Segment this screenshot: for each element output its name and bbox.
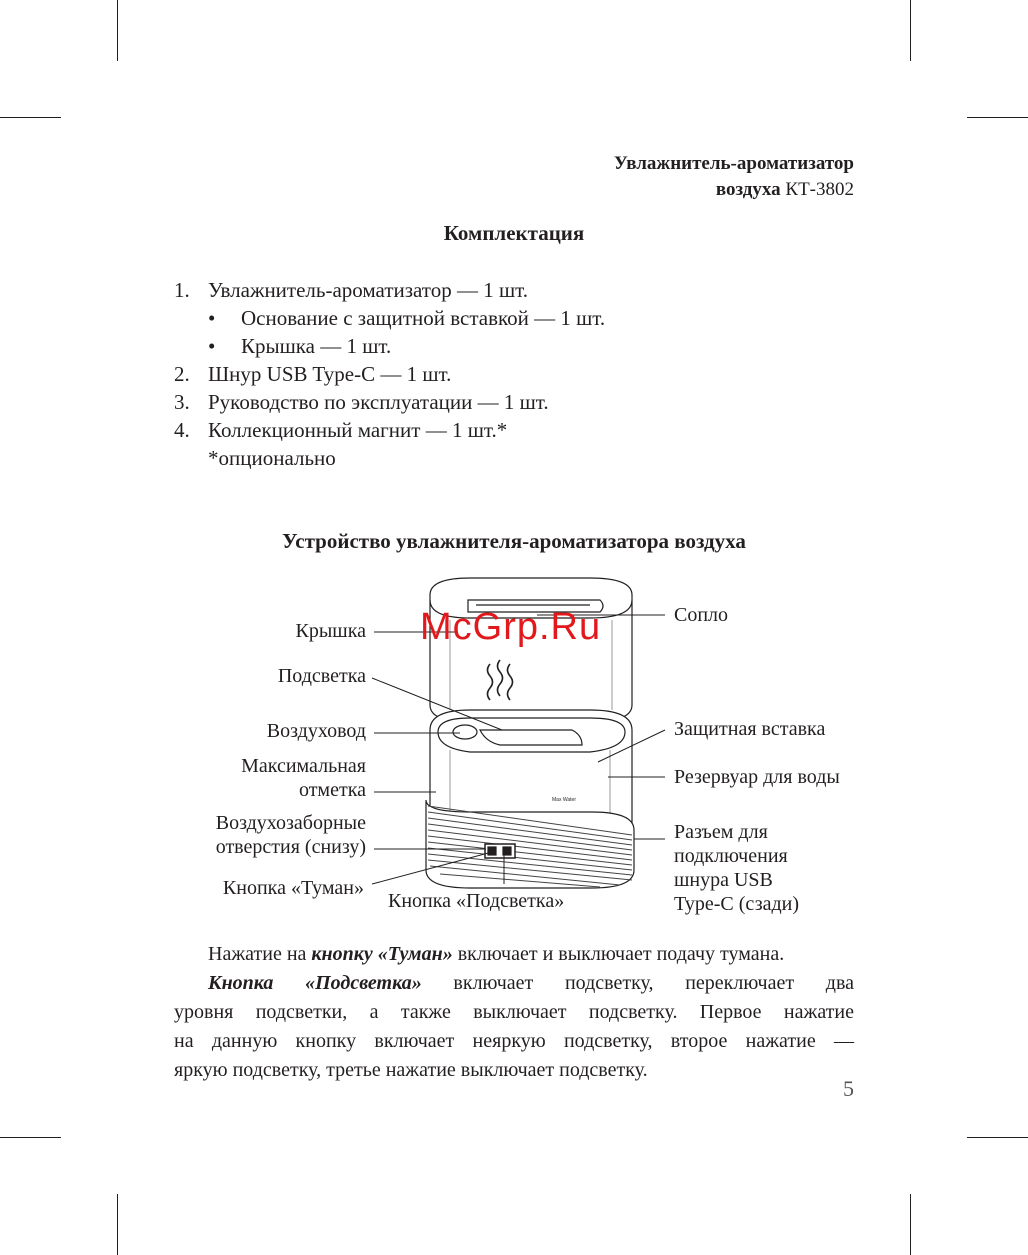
header-line1: Увлажнитель-ароматизатор bbox=[613, 153, 854, 174]
max-water-mark: Max Water bbox=[552, 797, 576, 803]
label-usb-connector: Разъем для подключения шнура USB Type-C (сзади) bbox=[674, 821, 800, 915]
label-mist-button: Кнопка «Туман» bbox=[222, 877, 364, 899]
label-lid: Крышка bbox=[295, 620, 366, 642]
label-air-duct: Воздуховод bbox=[266, 720, 366, 742]
ribbed-base-drawing bbox=[426, 800, 634, 888]
lid-drawing bbox=[430, 578, 632, 722]
label-max-mark: Максимальная отметка bbox=[241, 755, 366, 801]
kit-title: Комплектация bbox=[443, 221, 585, 245]
header-model: КТ-3802 bbox=[785, 179, 854, 200]
label-backlight: Подсветка bbox=[277, 665, 366, 687]
label-protective-insert: Защитная вставка bbox=[674, 718, 826, 740]
paragraph-light-button: Кнопка «Подсветка» включает подсветку, переключает два уровня подсветки, а также выключает подсветку. Первое нажатие на данную кнопку включает неяркую подсветку, второе нажатие — яркую подсветку, третье нажатие выключает подсветку. bbox=[174, 972, 855, 1081]
watermark: McGrp.Ru bbox=[420, 606, 602, 648]
paragraph-mist-button: Нажатие на кнопку «Туман» включает и выключает подачу тумана. bbox=[208, 943, 785, 965]
device-title: Устройство увлажнителя-ароматизатора воздуха bbox=[282, 529, 746, 553]
label-water-tank: Резервуар для воды bbox=[674, 766, 840, 788]
label-nozzle: Сопло bbox=[674, 604, 729, 626]
label-light-button: Кнопка «Подсветка» bbox=[388, 890, 565, 912]
header-line2-bold: воздуха bbox=[715, 179, 781, 200]
label-air-intake: Воздухозаборные отверстия (снизу) bbox=[215, 812, 366, 858]
page-number: 5 bbox=[843, 1076, 854, 1101]
